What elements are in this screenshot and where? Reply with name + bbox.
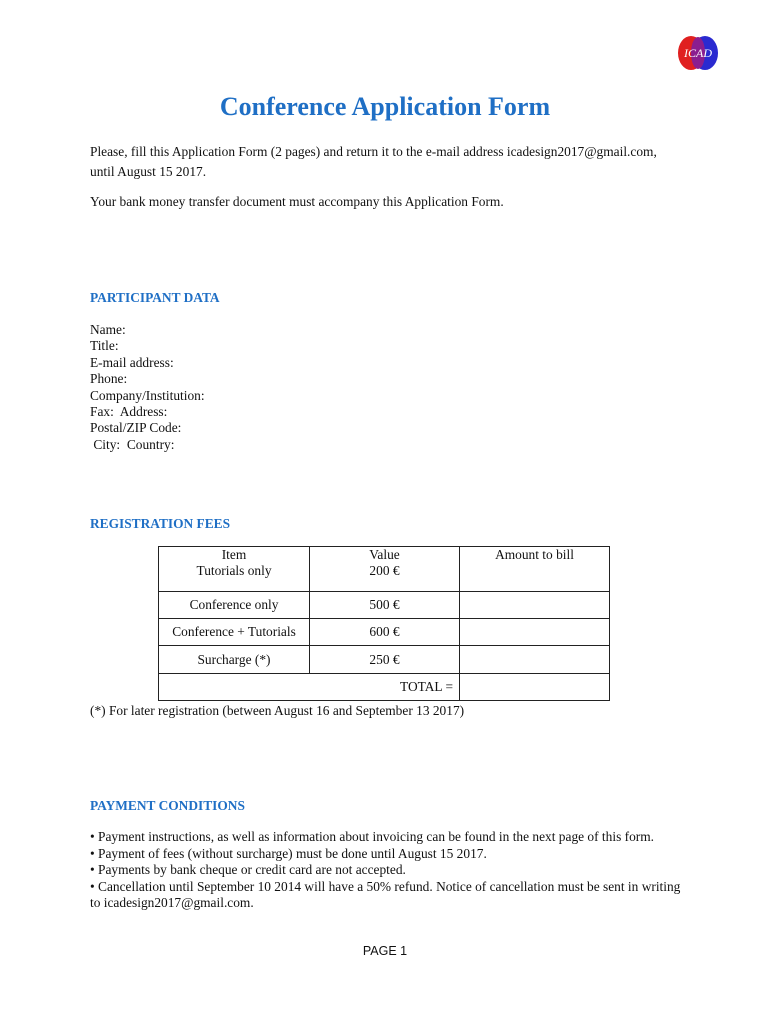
intro-line-1: Please, fill this Application Form (2 pages) and return it to the e-mail address icadesign2017@gmail.com, bbox=[90, 144, 657, 159]
list-item: • Payment of fees (without surcharge) must be done until August 15 2017. bbox=[90, 845, 487, 861]
fee-cell-item bbox=[159, 547, 310, 592]
field-company: Company/Institution: bbox=[90, 387, 205, 403]
intro-line-2: until August 15 2017. bbox=[90, 164, 207, 179]
item-label: Surcharge (*) bbox=[159, 646, 310, 674]
total-amount-cell[interactable] bbox=[460, 674, 610, 701]
field-name: Name: bbox=[90, 322, 126, 337]
value-label: 600 € bbox=[310, 619, 460, 646]
page-number: PAGE 1 bbox=[362, 944, 408, 958]
registration-fees-heading: REGISTRATION FEES bbox=[90, 516, 231, 531]
list-item: • Payments by bank cheque or credit card are not accepted. bbox=[90, 862, 406, 878]
item-label: Conference only bbox=[159, 592, 310, 619]
table-row bbox=[159, 674, 610, 701]
value-label: 500 € bbox=[310, 592, 460, 619]
item-label: Conference + Tutorials bbox=[159, 619, 310, 646]
field-title: Title: bbox=[90, 338, 119, 354]
amount-cell[interactable] bbox=[460, 646, 610, 674]
transfer-note: Your bank money transfer document must accompany this Application Form. bbox=[90, 194, 504, 209]
field-phone: Phone: bbox=[90, 371, 128, 387]
participant-fields bbox=[90, 322, 205, 453]
field-postal-code: Postal/ZIP Code: bbox=[90, 420, 182, 436]
item-label: Tutorials only bbox=[196, 563, 272, 578]
total-label: TOTAL = bbox=[159, 674, 460, 701]
field-email: E-mail address: bbox=[90, 354, 174, 370]
amount-cell[interactable] bbox=[460, 592, 610, 619]
fee-cell-value bbox=[310, 547, 460, 592]
header-amount-to-bill: Amount to bill bbox=[460, 547, 610, 592]
value-label: 250 € bbox=[310, 646, 460, 674]
participant-data-heading: PARTICIPANT DATA bbox=[90, 290, 220, 305]
list-item: • Payment instructions, as well as information about invoicing can be found in the next page of this form. bbox=[90, 829, 655, 844]
field-fax-address: Fax: Address: bbox=[90, 404, 168, 420]
payment-conditions-heading: PAYMENT CONDITIONS bbox=[90, 798, 245, 813]
table-row bbox=[159, 592, 610, 619]
header-item: Item bbox=[221, 547, 247, 562]
registration-fees-table bbox=[158, 546, 610, 701]
page-title: Conference Application Form bbox=[219, 92, 551, 121]
table-row bbox=[159, 646, 610, 674]
list-item: • Cancellation until September 10 2014 will have a 50% refund. Notice of cancellation must be sent in writing to icadesign2017@gmail.com. bbox=[90, 878, 681, 911]
intro-text bbox=[90, 142, 700, 182]
table-row bbox=[159, 547, 610, 592]
table-row bbox=[159, 619, 610, 646]
payment-conditions-list bbox=[90, 829, 690, 912]
surcharge-note: (*) For later registration (between August 16 and September 13 2017) bbox=[90, 703, 465, 718]
icad-logo bbox=[676, 34, 720, 72]
header-value: Value bbox=[369, 547, 400, 562]
amount-cell[interactable] bbox=[460, 619, 610, 646]
logo-text: ICAD bbox=[684, 46, 712, 60]
field-city-country: City: Country: bbox=[90, 436, 175, 452]
value-label: 200 € bbox=[369, 563, 400, 578]
